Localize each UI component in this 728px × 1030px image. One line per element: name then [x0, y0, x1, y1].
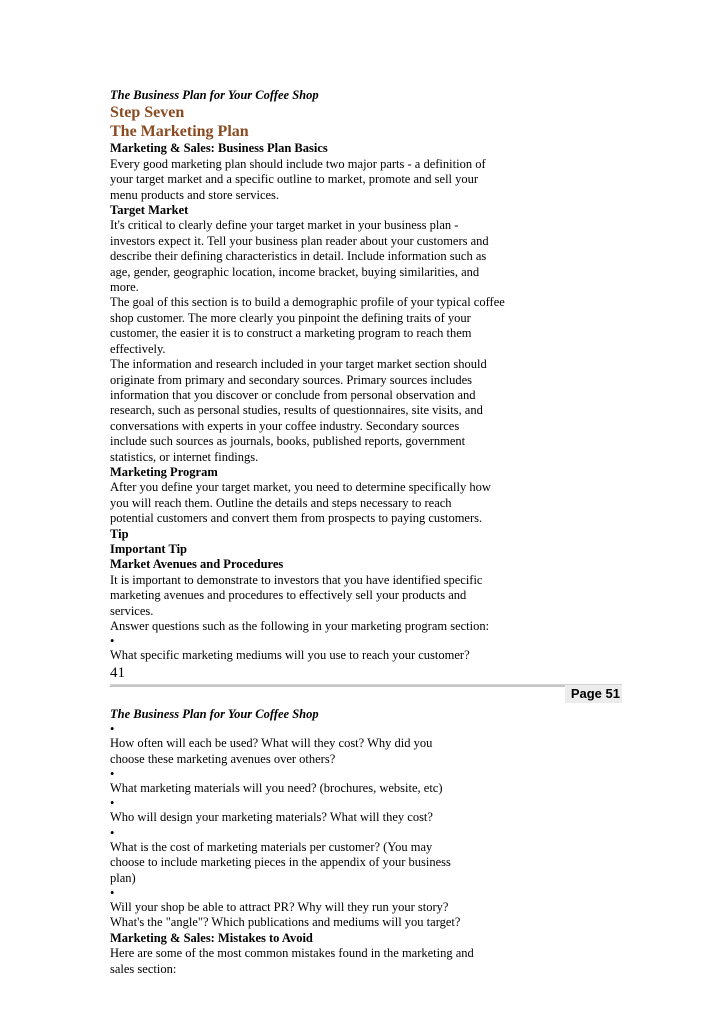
question-line: plan): [110, 870, 136, 885]
paragraph-line: your target market and a specific outline to market, promote and sell your: [110, 172, 479, 187]
paragraph-line: research, such as personal studies, results of questionnaires, site visits, and: [110, 403, 483, 418]
page-divider: [110, 682, 622, 707]
question-line: What specific marketing mediums will you use to reach your customer?: [110, 648, 470, 663]
paragraph-line: menu products and store services.: [110, 187, 280, 202]
running-header: The Business Plan for Your Coffee Shop: [110, 88, 319, 102]
section-title: The Marketing Plan: [110, 123, 249, 141]
paragraph-line: The information and research included in your target market section should: [110, 357, 487, 372]
paragraph-line: Answer questions such as the following in your marketing program section:: [110, 619, 490, 633]
bullet-icon: •: [110, 722, 115, 737]
paragraph-line: After you define your target market, you need to determine specifically how: [110, 480, 491, 495]
question-line: choose to include marketing pieces in the appendix of your business: [110, 855, 451, 870]
document-page: [110, 88, 622, 977]
bullet-icon: •: [110, 796, 115, 811]
question-line: What is the cost of marketing materials per customer? (You may: [110, 839, 433, 854]
question-line: choose these marketing avenues over others?: [110, 751, 336, 766]
question-line: What's the "angle"? Which publications and mediums will you target?: [110, 915, 461, 930]
question-line: How often will each be used? What will they cost? Why did you: [110, 736, 433, 751]
heading-market-avenues: Market Avenues and Procedures: [110, 557, 284, 572]
paragraph-line: It's critical to clearly define your target market in your business plan -: [110, 218, 459, 233]
tip-label: Tip: [110, 526, 129, 541]
paragraph-line: age, gender, geographic location, income bracket, buying similarities, and: [110, 264, 480, 279]
heading-mistakes-to-avoid: Marketing & Sales: Mistakes to Avoid: [110, 930, 313, 945]
bullet-icon: •: [110, 767, 115, 782]
bullet-icon: •: [110, 825, 115, 840]
subheading-label: Marketing & Sales:: [110, 141, 215, 156]
paragraph-line: information that you discover or conclude from personal observation and: [110, 387, 476, 402]
paragraph-line: describe their defining characteristics in detail. Include information such as: [110, 249, 487, 264]
paragraph-line: customer, the easier it is to construct a marketing program to reach them: [110, 326, 472, 341]
divider-rule: [110, 684, 622, 687]
paragraph-line: It is important to demonstrate to investors that you have identified specific: [110, 572, 483, 587]
paragraph-line: services.: [110, 603, 154, 618]
paragraph-line: conversations with experts in your coffee industry. Secondary sources: [110, 418, 460, 433]
heading-marketing-program: Marketing Program: [110, 464, 218, 479]
running-header: The Business Plan for Your Coffee Shop: [110, 706, 319, 721]
paragraph-line: potential customers and convert them from prospects to paying customers.: [110, 511, 483, 526]
paragraph-line: Every good marketing plan should include two major parts - a definition of: [110, 156, 486, 171]
paragraph-line: shop customer. The more clearly you pinpoint the defining traits of your: [110, 310, 471, 325]
paragraph-line: Here are some of the most common mistakes found in the marketing and: [110, 946, 474, 961]
page-number: 41: [110, 664, 125, 681]
paragraph-line: marketing avenues and procedures to effectively sell your products and: [110, 588, 467, 603]
paragraph-line: effectively.: [110, 341, 166, 356]
paragraph-line: statistics, or internet findings.: [110, 449, 259, 464]
paragraph-line: investors expect it. Tell your business plan reader about your customers and: [110, 233, 489, 248]
important-tip-label: Important Tip: [110, 541, 187, 556]
paragraph-line: The goal of this section is to build a demographic profile of your typical coffee: [110, 295, 505, 310]
paragraph-line: you will reach them. Outline the details and steps necessary to reach: [110, 495, 452, 510]
bullet-icon: •: [110, 634, 115, 649]
paragraph-line: sales section:: [110, 961, 177, 976]
subheading-rest: Business Plan Basics: [217, 141, 328, 156]
step-title: Step Seven: [110, 104, 185, 122]
heading-target-market: Target Market: [110, 203, 189, 218]
question-line: What marketing materials will you need? (brochures, website, etc): [110, 781, 443, 796]
paragraph-line: more.: [110, 280, 139, 295]
subheading-marketing-sales: [110, 141, 622, 156]
question-line: Who will design your marketing materials? What will they cost?: [110, 810, 433, 825]
page-label: Page 51: [565, 685, 622, 703]
bullet-icon: •: [110, 886, 115, 901]
paragraph-line: originate from primary and secondary sources. Primary sources includes: [110, 372, 473, 387]
paragraph-line: include such sources as journals, books, published reports, government: [110, 434, 466, 449]
question-line: Will your shop be able to attract PR? Why will they run your story?: [110, 900, 449, 915]
